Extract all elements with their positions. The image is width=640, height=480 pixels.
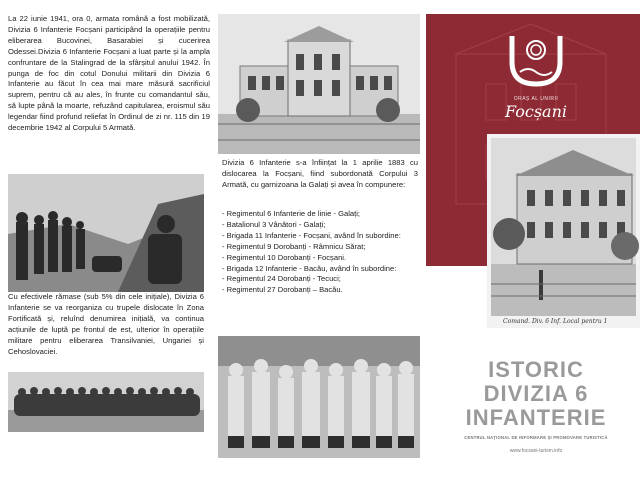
unit-item: - Regimentul 27 Dorobanți – Bacău. [222, 285, 343, 295]
reorganization-paragraph: Cu efectivele rămase (sub 5% din cele inițiale), Divizia 6 Infanterie se va reorganiza cu trupele dislocate în Zona Fortificată și, reluînd denumirea inițială, va continua acțiunile de luptă pe frontul de est, ulterior în operațiile militare pentru eliberarea Transilvaniei, Ungariei și Cehoslovaciei. [8, 292, 204, 356]
photo-officers-group [218, 336, 420, 458]
brochure-title [438, 358, 634, 430]
unit-item: - Regimentul 6 Infanterie de linie - Galați; [222, 209, 361, 218]
photo-soldiers-trench-art [8, 174, 204, 292]
focsani-logo-icon [506, 32, 566, 92]
logo-city: Focșani [505, 102, 567, 121]
title-line-2: DIVIZIA 6 INFANTERIE [465, 381, 607, 430]
units-list [222, 209, 418, 296]
title-line-1: ISTORIC [488, 357, 584, 382]
website-link[interactable]: www.focsani-turism.info [509, 448, 563, 454]
photo-headquarters-building-art [218, 14, 420, 154]
photo-postcard-building [487, 134, 640, 328]
postcard-caption: Comand. Div. 6 Inf. Local pentru 1 [503, 318, 608, 325]
unit-item: - Brigada 12 Infanterie - Bacău, având în subordine: [222, 263, 397, 273]
photo-soldiers-group-field [8, 372, 204, 432]
history-paragraph: Divizia 6 Infanterie s-a înființat la 1 aprilie 1883 cu dislocarea la Focșani, fiind subordonată Corpului 3 Armată, cu garnizoana la Galați și avea în compunere: [222, 158, 418, 189]
photo-soldiers-trench [8, 174, 204, 292]
intro-paragraph: La 22 iunie 1941, ora 0, armata română a fost mobilizată, Divizia 6 Infanterie Focșani participând la operațiile pentru eliberarea Bucovinei, Basarabiei și cucerirea Odessei.Divizia 6 Infanterie Focșani a luat parte și la ampla confruntare de la Stalingrad de la sfârșitul anului 1942. În punga de foc din cotul Donului militarii din Divizia 6 Infanterie au făcut în cea mai mare măsură sacrificiul suprem, pentru că au ales, în frunte cu comandantul său, să lupte până la moarte, refuzând capitularea, eroismul său legendar fiind profund reliefat în Ordinul de zi nr. 115 din 19 decembrie 1942 al Corpului 5 Armată. [8, 14, 210, 133]
unit-item: - Brigada 11 Infanterie - Focșani, având în subordine: [222, 230, 401, 240]
photo-soldiers-group-field-art [8, 372, 204, 432]
unit-item: - Batalionul 3 Vânători - Galați; [222, 219, 326, 229]
unit-item: - Regimentul 9 Dorobanți - Râmnicu Sărat; [222, 241, 366, 251]
photo-officers-group-art [218, 336, 420, 458]
logo-tagline: ORAȘ AL UNIRII [513, 96, 559, 102]
photo-headquarters-building [218, 14, 420, 154]
unit-item: - Regimentul 10 Dorobanți - Focșani. [222, 252, 347, 262]
info-center-name: CENTRUL NAȚIONAL DE INFORMARE ȘI PROMOVARE TURISTICĂ [464, 435, 608, 440]
unit-item: - Regimentul 24 Dorobanți - Tecuci; [222, 274, 341, 284]
photo-postcard-building-art [487, 134, 640, 328]
